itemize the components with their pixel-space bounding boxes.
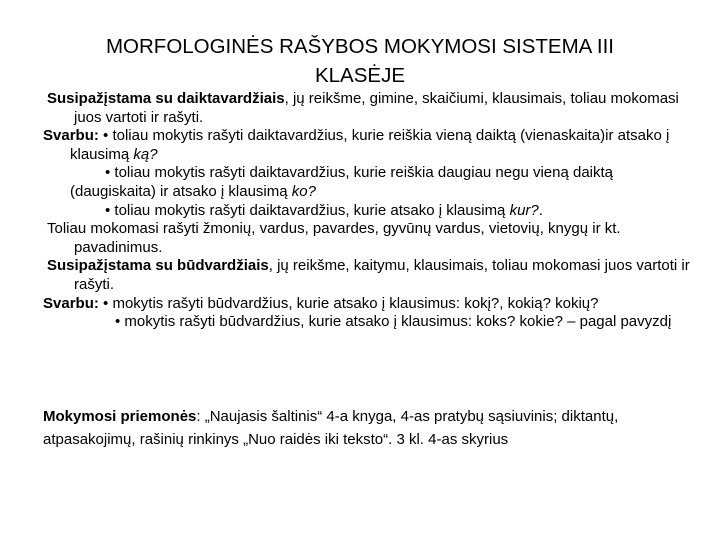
nouns-intro-text: , jų reikšme, gimine, skaičiumi, klausimais, toliau mokomasi juos vartoti ir rašyti. <box>74 90 679 126</box>
title-line-2: KLASĖJE <box>314 64 406 87</box>
resources-text: : „Naujasis šaltinis“ 4-a knyga, 4-as pratybų sąsiuvinis; diktantų, atpasakojimų, rašinių rinkinys „Nuo raidės iki teksto“. 3 kl. 4-as skyrius <box>43 408 619 448</box>
singular-question: ką? <box>133 145 158 163</box>
place-text: • toliau mokytis rašyti daiktavardžius, kurie atsako į klausimą <box>105 201 510 219</box>
proper-names-text: Toliau mokomasi rašyti žmonių, vardus, pavardes, gyvūnų vardus, vietovių, knygų ir kt. pavadinimus. <box>47 220 621 256</box>
plural-text: • toliau mokytis rašyti daiktavardžius, kurie reiškia daugiau negu vieną daiktą (daugiskaita) ir atsako į klausimą <box>70 164 614 200</box>
important-label: Svarbu: <box>43 127 99 145</box>
adjectives-example-text: • mokytis rašyti būdvardžius, kurie atsako į klausimus: koks? kokie? – pagal pavyzdį <box>115 313 672 331</box>
slide-body <box>43 90 693 332</box>
paragraph-nouns-intro <box>47 90 693 127</box>
resources-label: Mokymosi priemonės <box>43 408 197 425</box>
plural-question: ko? <box>291 182 316 200</box>
paragraph-proper-names <box>47 220 693 257</box>
place-tail: . <box>538 201 543 219</box>
singular-text: • toliau mokytis rašyti daiktavardžius, kurie reiškia vieną daiktą (vienaskaita)ir atsako į klausimą <box>70 127 670 163</box>
paragraph-important-singular <box>43 127 693 164</box>
learning-resources <box>43 405 693 451</box>
slide-title <box>40 32 680 90</box>
adjectives-questions-text: • mokytis rašyti būdvardžius, kurie atsako į klausimus: kokį?, kokią? kokių? <box>98 294 599 312</box>
place-question: kur? <box>509 201 539 219</box>
paragraph-plural <box>43 164 693 201</box>
important-label-2: Svarbu: <box>43 294 99 312</box>
adjectives-heading: Susipažįstama su būdvardžiais <box>47 257 269 275</box>
paragraph-important-adjectives <box>43 295 693 314</box>
adjectives-intro-text: , jų reikšme, kaitymu, klausimais, toliau mokomasi juos vartoti ir rašyti. <box>74 257 690 293</box>
paragraph-place <box>43 202 693 221</box>
nouns-heading: Susipažįstama su daiktavardžiais <box>47 90 285 107</box>
paragraph-adjectives-intro <box>47 257 693 294</box>
paragraph-adjectives-example <box>43 313 693 332</box>
title-line-1: MORFOLOGINĖS RAŠYBOS MOKYMOSI SISTEMA III <box>105 35 615 58</box>
